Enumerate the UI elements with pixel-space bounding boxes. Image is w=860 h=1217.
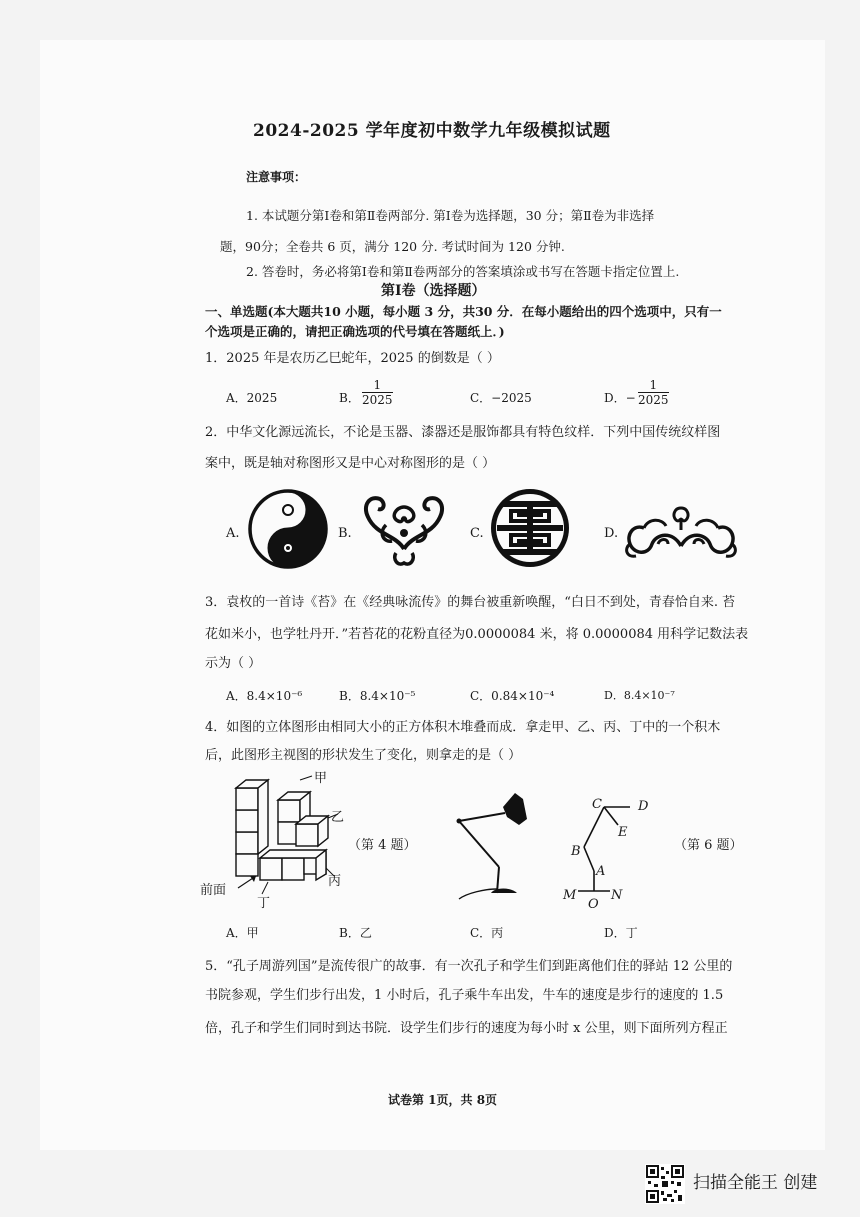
q1-option-b-label: B． (339, 391, 360, 405)
q1-stem: 1．2025 年是农历乙巳蛇年，2025 的倒数是（ ） (205, 351, 500, 366)
section-heading: 第Ⅰ卷（选择题） (381, 283, 486, 299)
notice-item1-line2: 题，90分；全卷共 6 页，满分 120 分. 考试时间为 120 分钟. (220, 239, 565, 254)
q4-line2: 后，此图形主视图的形状发生了变化，则拿走的是（ ） (205, 748, 522, 763)
q3-line2: 花如米小，也学牡丹开．”若苔花的花粉直径为0.0000084 米，将 0.0000084 用科学记数法表 (205, 627, 749, 642)
q2-option-b-label: B. (338, 526, 352, 541)
label-ding: 丁 (257, 896, 271, 911)
q4-option-a: A．甲 (226, 926, 259, 940)
q1-option-b-fraction (362, 378, 393, 407)
q4-option-d: D．丁 (604, 926, 638, 940)
q1-d-numerator: 1 (638, 378, 669, 393)
scanner-brand-text: 扫描全能王 创建 (693, 1173, 818, 1193)
q2-line1: 2．中华文化源远流长，不论是玉器、漆器还是服饰都具有特色纹样．下列中国传统纹样图 (205, 425, 721, 440)
q2-line2: 案中，既是轴对称图形又是中心对称图形的是（ ） (205, 456, 496, 471)
point-label-o: O (588, 897, 599, 912)
q3-line1: 3．袁枚的一首诗《苔》在《经典咏流传》的舞台被重新唤醒，“白日不到处，青春恰自来. 苔 (205, 595, 736, 610)
q5-line2: 书院参观，学生们步行出发，1 小时后，孔子乘牛车出发，牛车的速度是步行的速度的 1.5 (205, 988, 724, 1003)
auspicious-cloud-pattern (622, 500, 740, 562)
q4-option-b: B．乙 (339, 926, 372, 940)
q5-line1: 5．“孔子周游列国”是流传很广的故事．有一次孔子和学生们到距离他们住的驿站 12 公里的 (205, 959, 733, 974)
q3-option-d: D．8.4×10⁻⁷ (604, 689, 675, 702)
point-label-e: E (618, 825, 628, 840)
q3-option-a: A．8.4×10⁻⁶ (226, 689, 303, 703)
q3-line3: 示为（ ） (205, 656, 262, 671)
q1-option-a: A．2025 (226, 391, 278, 405)
q1-b-denominator: 2025 (362, 393, 393, 407)
q4-line1: 4．如图的立体图形由相同大小的正方体积木堆叠而成．拿走甲、乙、丙、丁中的一个积木 (205, 720, 721, 735)
qr-code-icon (645, 1164, 685, 1204)
point-label-a: A (596, 864, 606, 879)
q1-option-d-label: D．− (604, 391, 636, 405)
point-label-c: C (592, 797, 602, 812)
q5-line3: 倍，孔子和学生们同时到达书院．设学生们步行的速度为每小时 x 公里，则下面所列方程正 (205, 1021, 728, 1036)
q1-d-denominator: 2025 (638, 393, 669, 407)
scanner-watermark (645, 1162, 835, 1204)
notice-item2: 2. 答卷时，务必将第Ⅰ卷和第Ⅱ卷两部分的答案填涂或书写在答题卡指定位置上. (246, 264, 680, 279)
q2-option-a-label: A. (226, 526, 240, 541)
q4-option-c: C．丙 (470, 926, 504, 940)
q3-option-b: B．8.4×10⁻⁵ (339, 689, 416, 703)
notice-item1-line1: 1. 本试题分第Ⅰ卷和第Ⅱ卷两部分. 第Ⅰ卷为选择题，30 分；第Ⅱ卷为非选择 (246, 208, 655, 223)
label-front: 前面 (200, 883, 227, 898)
fig6-caption: （第 6 题） (674, 838, 743, 853)
shou-character-pattern (489, 487, 571, 569)
point-label-m: M (563, 888, 577, 903)
q1-option-c: C．−2025 (470, 391, 532, 405)
page-title: 2024-2025 学年度初中数学九年级模拟试题 (253, 121, 611, 141)
point-label-n: N (611, 888, 623, 903)
cloud-bat-pattern (356, 487, 452, 571)
section-intro-line2: 个选项是正确的，请把正确选项的代号填在答题纸上．) (205, 324, 505, 339)
fig4-caption: （第 4 题） (348, 838, 417, 853)
q1-b-numerator: 1 (362, 378, 393, 393)
q1-option-d-fraction (638, 378, 669, 407)
q2-option-d-label: D. (604, 526, 619, 541)
desk-lamp-figure (445, 785, 545, 900)
label-yi: 乙 (331, 810, 345, 825)
label-bing: 丙 (328, 874, 342, 889)
label-jia: 甲 (314, 771, 328, 786)
point-label-d: D (638, 799, 649, 814)
page-footer: 试卷第 1页，共 8页 (388, 1093, 498, 1107)
notice-heading: 注意事项： (246, 170, 307, 184)
q2-option-c-label: C. (470, 526, 484, 541)
yin-yang-pattern (246, 487, 330, 571)
point-label-b: B (571, 844, 581, 859)
q3-option-c: C．0.84×10⁻⁴ (470, 689, 555, 703)
section-intro-line1: 一、单选题(本大题共10 小题，每小题 3 分，共30 分．在每小题给出的四个选项中，只有一 (205, 304, 722, 319)
